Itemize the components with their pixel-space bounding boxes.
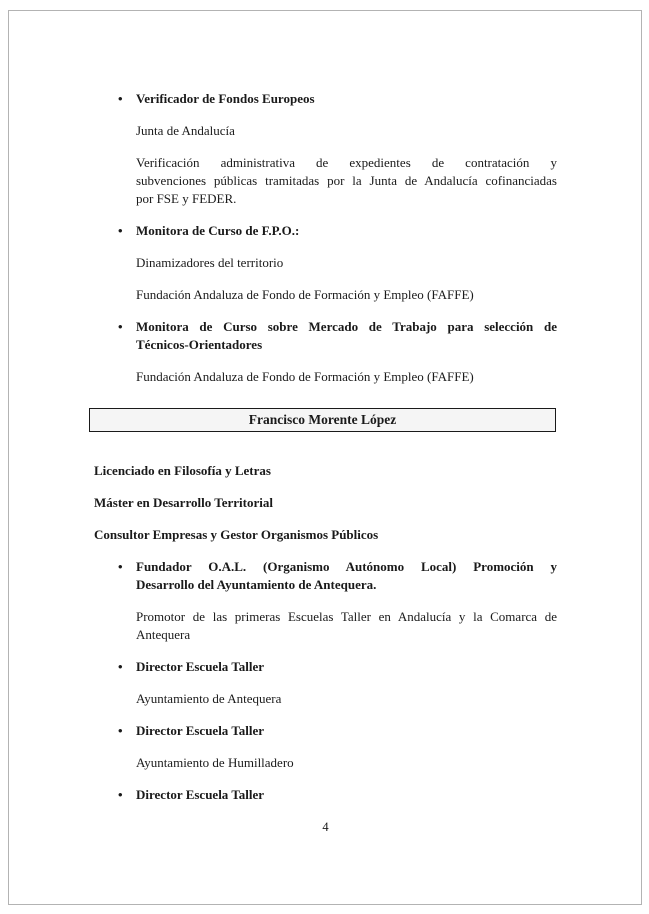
entry-detail — [136, 690, 557, 708]
bullet-icon: • — [118, 559, 123, 574]
list-item-monitora-fpo — [118, 222, 557, 240]
list-item-fundador-oal — [118, 558, 557, 594]
entry-title — [136, 786, 557, 804]
text-line: Técnicos-Orientadores — [136, 337, 263, 352]
section-heading-box — [89, 408, 556, 432]
entry-detail — [136, 754, 557, 772]
text-line: Verificación administrativa de expedientes de contratación y — [136, 155, 557, 170]
qualification: Máster en Desarrollo Territorial — [94, 495, 273, 510]
list-item-director-1 — [118, 658, 557, 676]
page-content — [9, 11, 641, 836]
text-line: por FSE y FEDER. — [136, 191, 237, 206]
document-page — [8, 10, 642, 905]
text-line: Fundador O.A.L. (Organismo Autónomo Local) Promoción y — [136, 559, 557, 574]
qualification: Licenciado en Filosofía y Letras — [94, 463, 271, 478]
bullet-icon: • — [118, 319, 123, 334]
text-line: Director Escuela Taller — [136, 723, 265, 738]
entry-detail — [136, 608, 557, 644]
bullet-icon: • — [118, 787, 123, 802]
list-item-verificador — [118, 90, 557, 108]
text-line: Director Escuela Taller — [136, 659, 265, 674]
text-line: Dinamizadores del territorio — [136, 255, 284, 270]
entry-detail — [136, 122, 557, 140]
entry-title — [136, 90, 557, 108]
bullet-icon: • — [118, 659, 123, 674]
entry-detail — [136, 286, 557, 304]
bullet-icon: • — [118, 223, 123, 238]
entry-detail — [136, 368, 557, 386]
page-number: 4 — [322, 820, 329, 834]
text-line: Ayuntamiento de Antequera — [136, 691, 282, 706]
text-line: Verificador de Fondos Europeos — [136, 91, 315, 106]
entry-title — [136, 658, 557, 676]
text-line: Monitora de Curso de F.P.O.: — [136, 223, 300, 238]
entry-title — [136, 722, 557, 740]
entry-title — [136, 318, 557, 354]
bullet-icon: • — [118, 723, 123, 738]
entry-detail — [136, 254, 557, 272]
text-line: Fundación Andaluza de Fondo de Formación y Empleo (FAFFE) — [136, 287, 474, 302]
text-line: Junta de Andalucía — [136, 123, 235, 138]
list-item-monitora-mercado — [118, 318, 557, 354]
text-line: subvenciones públicas tramitadas por la Junta de Andalucía cofinanciadas — [136, 173, 557, 188]
entry-title — [136, 558, 557, 594]
text-line: Antequera — [136, 627, 191, 642]
text-line: Monitora de Curso sobre Mercado de Trabajo para selección de — [136, 319, 557, 334]
list-item-director-3 — [118, 786, 557, 804]
text-line: Desarrollo del Ayuntamiento de Antequera. — [136, 577, 377, 592]
entry-detail — [136, 154, 557, 208]
entry-title — [136, 222, 557, 240]
text-line: Fundación Andaluza de Fondo de Formación y Empleo (FAFFE) — [136, 369, 474, 384]
section-heading: Francisco Morente López — [248, 412, 397, 427]
text-line: Ayuntamiento de Humilladero — [136, 755, 294, 770]
list-item-director-2 — [118, 722, 557, 740]
text-line: Director Escuela Taller — [136, 787, 265, 802]
text-line: Promotor de las primeras Escuelas Taller en Andalucía y la Comarca de — [136, 609, 557, 624]
qualification: Consultor Empresas y Gestor Organismos Públicos — [94, 527, 379, 542]
bullet-icon: • — [118, 91, 123, 106]
